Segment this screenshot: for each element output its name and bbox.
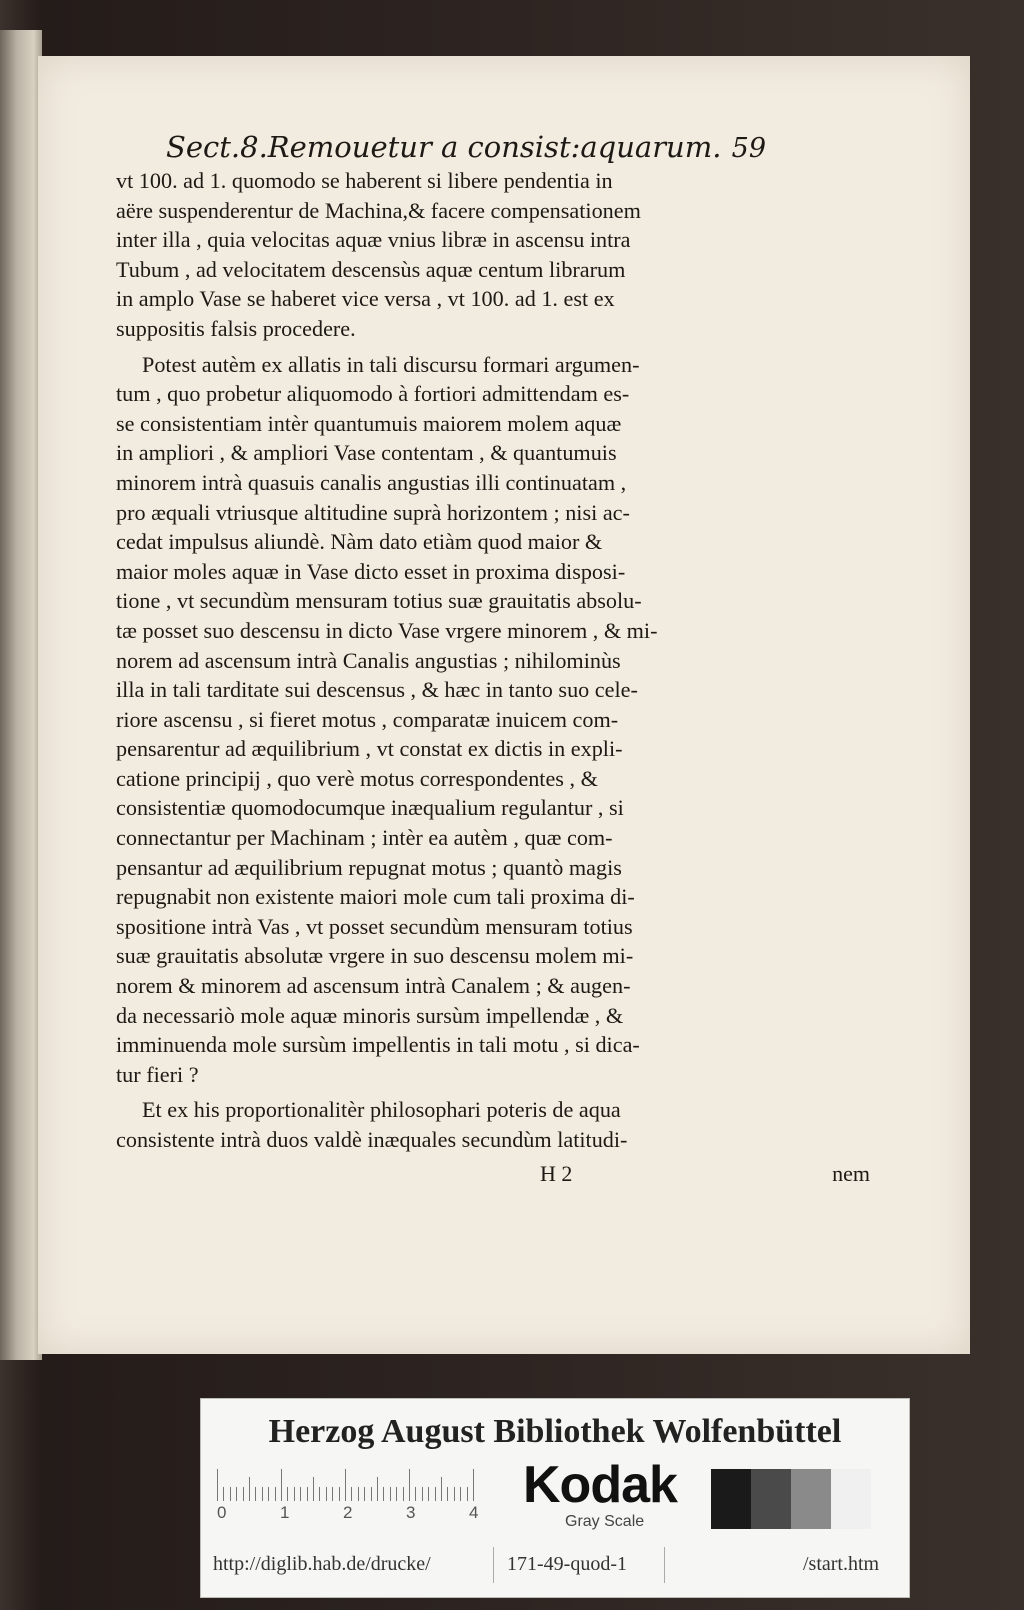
url-suffix: /start.htm: [803, 1553, 880, 1575]
gray-scale-patches: [711, 1469, 871, 1529]
paragraph-2: [116, 350, 896, 1090]
kodak-logo: Kodak: [523, 1456, 677, 1514]
text-line: tum , quo probetur aliquomodo à fortiori admittendam es-: [116, 381, 630, 407]
ruler-number: 2: [343, 1503, 353, 1522]
text-line: pro æquali vtriusque altitudine suprà horizontem ; nisi ac-: [116, 499, 630, 525]
ruler-number: 0: [217, 1503, 227, 1522]
ruler-tick: [223, 1487, 224, 1501]
ruler-number: 3: [406, 1503, 416, 1522]
text-line: se consistentiam intèr quantumuis maiorem molem aquæ: [116, 410, 622, 436]
catchword: nem: [832, 1160, 870, 1186]
ruler-tick: [351, 1487, 352, 1501]
text-line: norem & minorem ad ascensum intrà Canalem ; & augen-: [116, 973, 631, 999]
text-line: Tubum , ad velocitatem descensùs aquæ centum librarum: [116, 256, 626, 282]
text-line: suæ grauitatis absolutæ vrgere in suo descensu molem mi-: [116, 943, 634, 969]
ruler-tick: [268, 1487, 269, 1501]
ruler-tick: [377, 1477, 378, 1501]
ruler-tick: [281, 1469, 282, 1501]
ruler-tick: [396, 1487, 397, 1501]
ruler-tick: [371, 1487, 372, 1501]
ruler-tick: [460, 1487, 461, 1501]
running-head: [166, 130, 766, 164]
text-line: cedat impulsus aliundè. Nàm dato etiàm quod maior &: [116, 529, 603, 555]
ruler-tick: [339, 1487, 340, 1501]
paragraph-1: [116, 166, 896, 344]
text-line: spositione intrà Vas , vt posset secundùm mensuram totius: [116, 913, 633, 939]
ruler-tick: [447, 1487, 448, 1501]
book-page: [38, 56, 970, 1354]
gray-patch: [751, 1469, 791, 1529]
ruler-tick: [467, 1487, 468, 1501]
ruler-tick: [332, 1487, 333, 1501]
ruler-tick: [300, 1487, 301, 1501]
text-line: consistentiæ quomodocumque inæqualium regulantur , si: [116, 795, 624, 821]
signature-mark: H 2: [540, 1160, 573, 1186]
ruler-tick: [287, 1487, 288, 1501]
ruler-tick: [345, 1469, 346, 1501]
text-line: connectantur per Machinam ; intèr ea autèm , quæ com-: [116, 825, 613, 851]
ruler-tick: [428, 1487, 429, 1501]
text-line: aëre suspenderentur de Machina,& facere compensationem: [116, 197, 641, 223]
text-line: tæ posset suo descensu in dicto Vase vrgere minorem , & mi-: [116, 617, 658, 643]
page-content: [116, 130, 896, 1187]
ruler-number: 4: [469, 1503, 479, 1522]
text-line: consistente intrà duos valdè inæquales secundùm latitudi-: [116, 1127, 628, 1152]
ruler-tick: [441, 1477, 442, 1501]
source-url: [213, 1547, 897, 1583]
ruler-tick: [364, 1487, 365, 1501]
text-line: riore ascensu , si fieret motus , comparatæ inuicem com-: [116, 706, 619, 732]
gray-scale-label: Gray Scale: [565, 1513, 645, 1530]
ruler-tick: [217, 1469, 218, 1501]
ruler-tick: [390, 1487, 391, 1501]
ruler-tick: [262, 1487, 263, 1501]
ruler-tick: [307, 1487, 308, 1501]
color-target-card: [200, 1398, 910, 1598]
ruler-tick: [249, 1477, 250, 1501]
ruler-tick: [294, 1487, 295, 1501]
text-line: da necessariò mole aquæ minoris sursùm impellendæ , &: [116, 1002, 624, 1028]
text-line: illa in tali tarditate sui descensus , & hæc in tanto suo cele-: [116, 677, 638, 703]
url-id: 171-49-quod-1: [507, 1553, 627, 1575]
text-line: Et ex his proportionalitèr philosophari poteris de aqua: [142, 1097, 621, 1123]
text-line: vt 100. ad 1. quomodo se haberent si libere pendentia in: [116, 168, 613, 193]
ruler-tick: [403, 1487, 404, 1501]
ruler-tick: [473, 1469, 474, 1501]
ruler-tick: [383, 1487, 384, 1501]
page-number: 59: [731, 133, 766, 164]
text-line: pensantur ad æquilibrium repugnat motus ; quantò magis: [116, 854, 622, 880]
text-line: catione principij , quo verè motus correspondentes , &: [116, 765, 598, 791]
running-head-title: Sect.8.Remouetur a consist:aquarum.: [166, 130, 722, 164]
ruler-tick: [243, 1487, 244, 1501]
ruler-tick: [435, 1487, 436, 1501]
ruler-tick: [319, 1487, 320, 1501]
ruler-tick: [275, 1487, 276, 1501]
text-line: Potest autèm ex allatis in tali discursu formari argumen-: [142, 351, 640, 377]
ruler-numbers: [217, 1503, 497, 1527]
ruler-tick: [409, 1469, 410, 1501]
ruler-tick: [454, 1487, 455, 1501]
ruler-tick: [422, 1487, 423, 1501]
text-line: in amplo Vase se haberet vice versa , vt 100. ad 1. est ex: [116, 286, 615, 312]
ruler-tick: [326, 1487, 327, 1501]
page-footer: [540, 1161, 870, 1187]
text-line: inter illa , quia velocitas aquæ vnius libræ in ascensu intra: [116, 227, 631, 253]
ruler-tick: [358, 1487, 359, 1501]
ruler-tick: [415, 1487, 416, 1501]
text-line: tione , vt secundùm mensuram totius suæ grauitatis absolu-: [116, 588, 642, 614]
gray-patch: [791, 1469, 831, 1529]
facing-page-edge: [0, 30, 42, 1360]
ruler-tick: [236, 1487, 237, 1501]
ruler-tick: [313, 1477, 314, 1501]
text-line: norem ad ascensum intrà Canalis angustias ; nihilominùs: [116, 647, 621, 673]
text-line: maior moles aquæ in Vase dicto esset in proxima disposi-: [116, 558, 626, 584]
text-line: imminuenda mole sursùm impellentis in tali motu , si dica-: [116, 1032, 640, 1058]
gray-patch: [831, 1469, 871, 1529]
paragraph-3: [116, 1095, 896, 1154]
ruler-scale: [217, 1467, 479, 1501]
gray-patch: [711, 1469, 751, 1529]
text-line: pensarentur ad æquilibrium , vt constat ex dictis in expli-: [116, 736, 623, 762]
ruler-tick: [230, 1487, 231, 1501]
text-line: suppositis falsis procedere.: [116, 315, 356, 341]
library-name: Herzog August Bibliothek Wolfenbüttel: [268, 1413, 842, 1450]
ruler-tick: [255, 1487, 256, 1501]
text-line: in ampliori , & ampliori Vase contentam , & quantumuis: [116, 440, 617, 466]
body-text: [116, 166, 896, 1155]
ruler-number: 1: [280, 1503, 290, 1522]
text-line: repugnabit non existente maiori mole cum tali proxima di-: [116, 884, 635, 910]
text-line: tur fieri ?: [116, 1061, 199, 1087]
text-line: minorem intrà quasuis canalis angustias illi continuatam ,: [116, 469, 627, 495]
url-prefix: http://diglib.hab.de/drucke/: [213, 1553, 431, 1575]
